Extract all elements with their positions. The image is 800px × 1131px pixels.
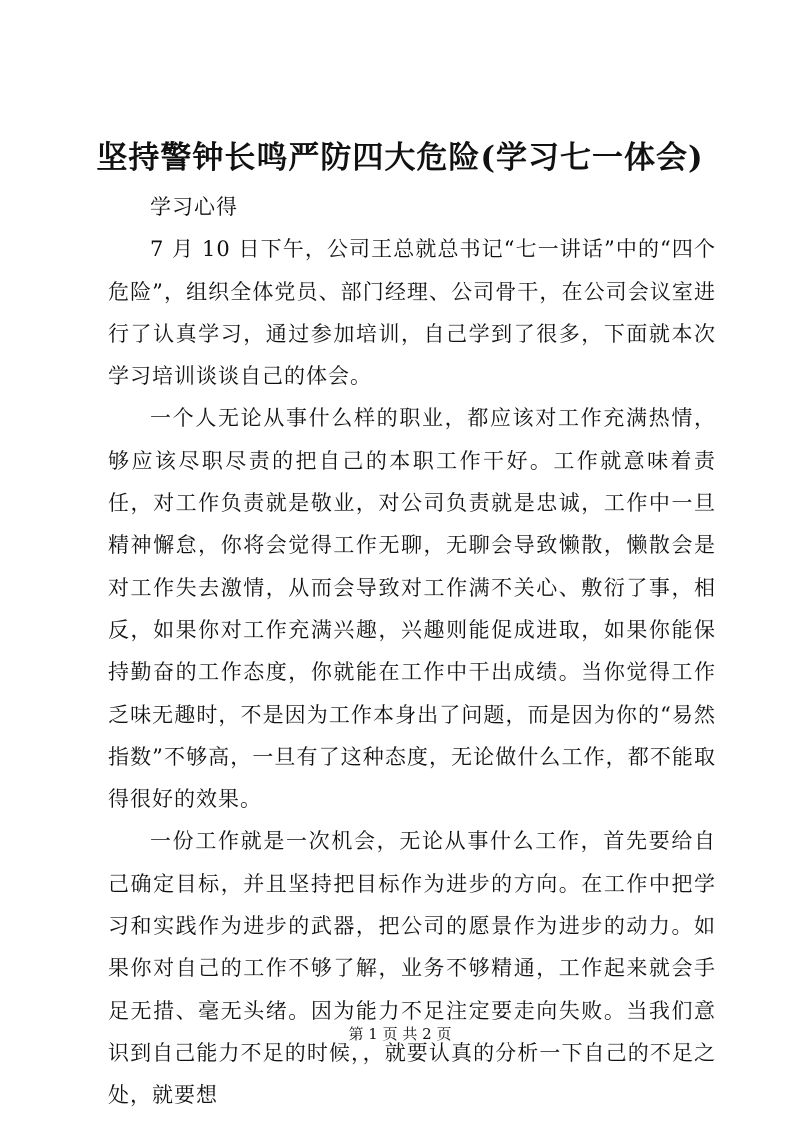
document-body (108, 186, 716, 1117)
body-paragraph: 一个人无论从事什么样的职业，都应该对工作充满热情，够应该尽职尽责的把自己的本职工作干好。工作就意味着责任，对工作负责就是敬业，对公司负责就是忠诚，工作中一旦精神懈怠，你将会觉得工作无聊，无聊会导致懒散，懒散会是对工作失去激情，从而会导致对工作满不关心、敷衍了事，相反，如果你对工作充满兴趣，兴趣则能促成进取，如果你能保持勤奋的工作态度，你就能在工作中干出成绩。当你觉得工作乏味无趣时，不是因为工作本身出了问题，而是因为你的“易然指数”不够高，一旦有了这种态度，无论做什么工作，都不能取得很好的效果。 (108, 406, 716, 812)
document-title: 坚持警钟长鸣严防四大危险(学习七一体会) (96, 140, 704, 176)
page-footer: 第 1 页 共 2 页 (348, 1025, 452, 1043)
body-paragraph: 7 月 10 日下午，公司王总就总书记“七一讲话”中的“四个危险”，组织全体党员、部门经理、公司骨干，在公司会议室进行了认真学习，通过参加培训，自己学到了很多，下面就本次学习培训谈谈自己的体会。 (108, 237, 716, 389)
subtitle-paragraph: 学习心得 (150, 195, 238, 219)
body-paragraph: 一份工作就是一次机会，无论从事什么工作，首先要给自己确定目标，并且坚持把目标作为进步的方向。在工作中把学习和实践作为进步的武器，把公司的愿景作为进步的动力。如果你对自己的工作不够了解，业务不够精通，工作起来就会手足无措、毫无头绪。因为能力不足注定要走向失败。当我们意识到自己能力不足的时候，，就要认真的分析一下自己的不足之处，就要想 (108, 829, 716, 1108)
